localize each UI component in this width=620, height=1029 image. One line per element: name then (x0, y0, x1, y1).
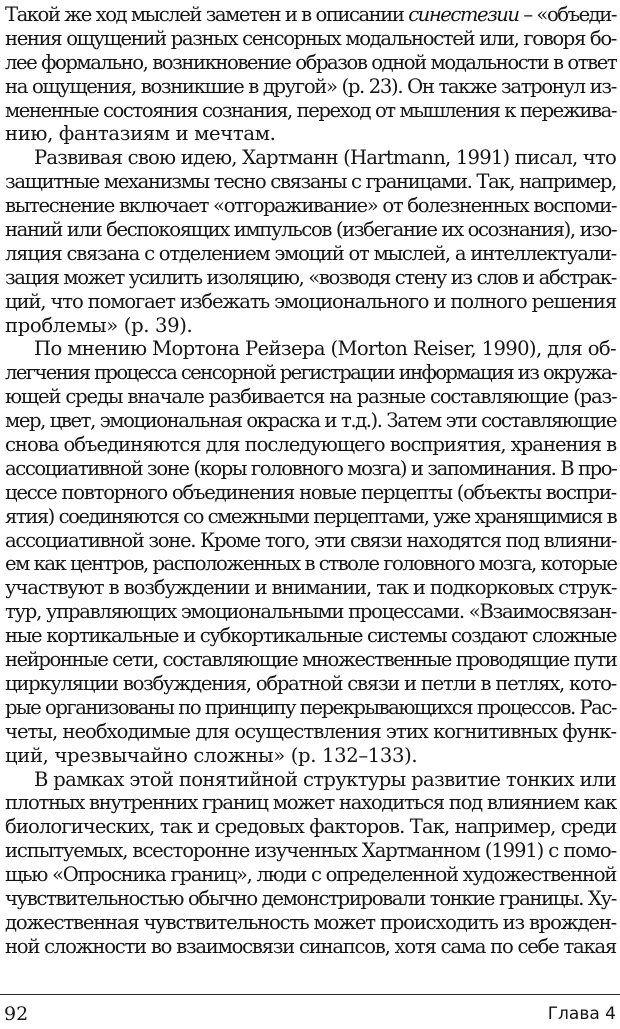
text-line: ляция связана с отделением эмоций от мыслей, а интеллектуали- (5, 241, 616, 265)
text-line: Такой же ход мыслей заметен и в описании синестезии – «объеди- (5, 3, 616, 26)
text-line: циркуляции возбуждения, обратной связи и петли в петлях, кото- (5, 671, 616, 695)
footer-divider (0, 994, 620, 995)
paragraph (5, 768, 616, 959)
text-line: ной сложности во взаимосвязи синапсов, хотя сама по себе такая (5, 934, 616, 958)
text-line: щью «Опросника границ», люди с определенной художественной (5, 863, 616, 887)
text-line: ассоциативной зоне. Кроме того, эти связи находятся под влияни- (5, 528, 616, 552)
text-line: ций, что помогает избежать эмоционального и полного решения (5, 289, 617, 313)
text-line: биологических, так и средовых факторов. Так, например, среди (5, 815, 617, 839)
text-line: на ощущения, возникшие в другой» (p. 23). Он также затронул из- (5, 74, 616, 98)
text-line: вытеснение включает «отгораживание» от болезненных воспоми- (5, 194, 617, 218)
paragraph (5, 146, 616, 337)
text-line: цессе повторного объединения новые перцепты (объекты воспри- (5, 480, 617, 504)
text-line: мер, цвет, эмоциональная окраска и т.д.). Затем эти составляющие (5, 409, 616, 433)
italic-term: синестезии (408, 3, 519, 26)
text-line: тур, управляющих эмоциональными процессами. «Взаимосвязан- (5, 600, 617, 624)
text-line: По мнению Мортона Рейзера (Morton Reiser, 1990), для об- (34, 337, 616, 361)
text-line: нию, фантазиям и мечтам. (5, 122, 276, 146)
page-number: 92 (4, 1003, 29, 1025)
text-line: дожественная чувствительность может происходить из врожден- (5, 910, 616, 934)
text-line: четы, необходимые для осуществления этих когнитивных функ- (5, 719, 617, 743)
text-line: ятия) соединяются со смежными перцептами, уже хранящимися в (5, 504, 617, 528)
text-line: защитные механизмы тесно связаны с границами. Так, например, (5, 170, 616, 194)
text-line: рые организованы по принципу перекрывающихся процессов. Рас- (5, 695, 616, 719)
text-line: зация может усилить изоляцию, «возводя стену из слов и абстрак- (5, 265, 616, 289)
text-line: Развивая свою идею, Хартманн (Hartmann, 1991) писал, что (34, 146, 616, 170)
text-line: испытуемых, всесторонне изученных Хартманном (1991) с помо- (5, 839, 617, 863)
text-line: участвуют в возбуждении и внимании, так и подкорковых струк- (5, 576, 617, 600)
body-text (5, 3, 616, 959)
text-line: ные кортикальные и субкортикальные системы создают сложные (5, 624, 617, 648)
paragraph (5, 337, 616, 767)
text-line: лее формально, возникновение образов одной модальности в ответ (5, 50, 617, 74)
text-line: ций, чрезвычайно сложны» (p. 132–133). (5, 743, 418, 767)
text-line: снова объединяются для последующего восприятия, хранения в (5, 433, 617, 457)
text-line: плотных внутренних границ может находиться под влиянием как (5, 791, 616, 815)
text-line: проблемы» (p. 39). (5, 313, 193, 337)
running-footer-chapter: Глава 4 (547, 1004, 616, 1024)
text-line: нения ощущений разных сенсорных модальностей или, говоря бо- (5, 26, 616, 50)
text-line: чувствительностью обычно демонстрировали тонкие границы. Ху- (5, 886, 616, 910)
text-line: наний или беспокоящих импульсов (избегание их осознания), изо- (5, 218, 617, 242)
text-line: ем как центров, расположенных в стволе головного мозга, которые (5, 552, 617, 576)
paragraph (5, 3, 616, 146)
text-line: В рамках этой понятийной структуры развитие тонких или (34, 767, 617, 791)
text-line: нейронные сети, составляющие множественные проводящие пути (5, 648, 617, 672)
text-line: легчения процесса сенсорной регистрации информация из окружа- (5, 361, 616, 385)
text-line: ассоциативной зоне (коры головного мозга) и запоминания. В про- (5, 456, 617, 480)
text-line: ющей среды вначале разбивается на разные составляющие (раз- (5, 385, 617, 409)
text-line: мененные состояния сознания, переход от мышления к пережива- (5, 98, 616, 122)
